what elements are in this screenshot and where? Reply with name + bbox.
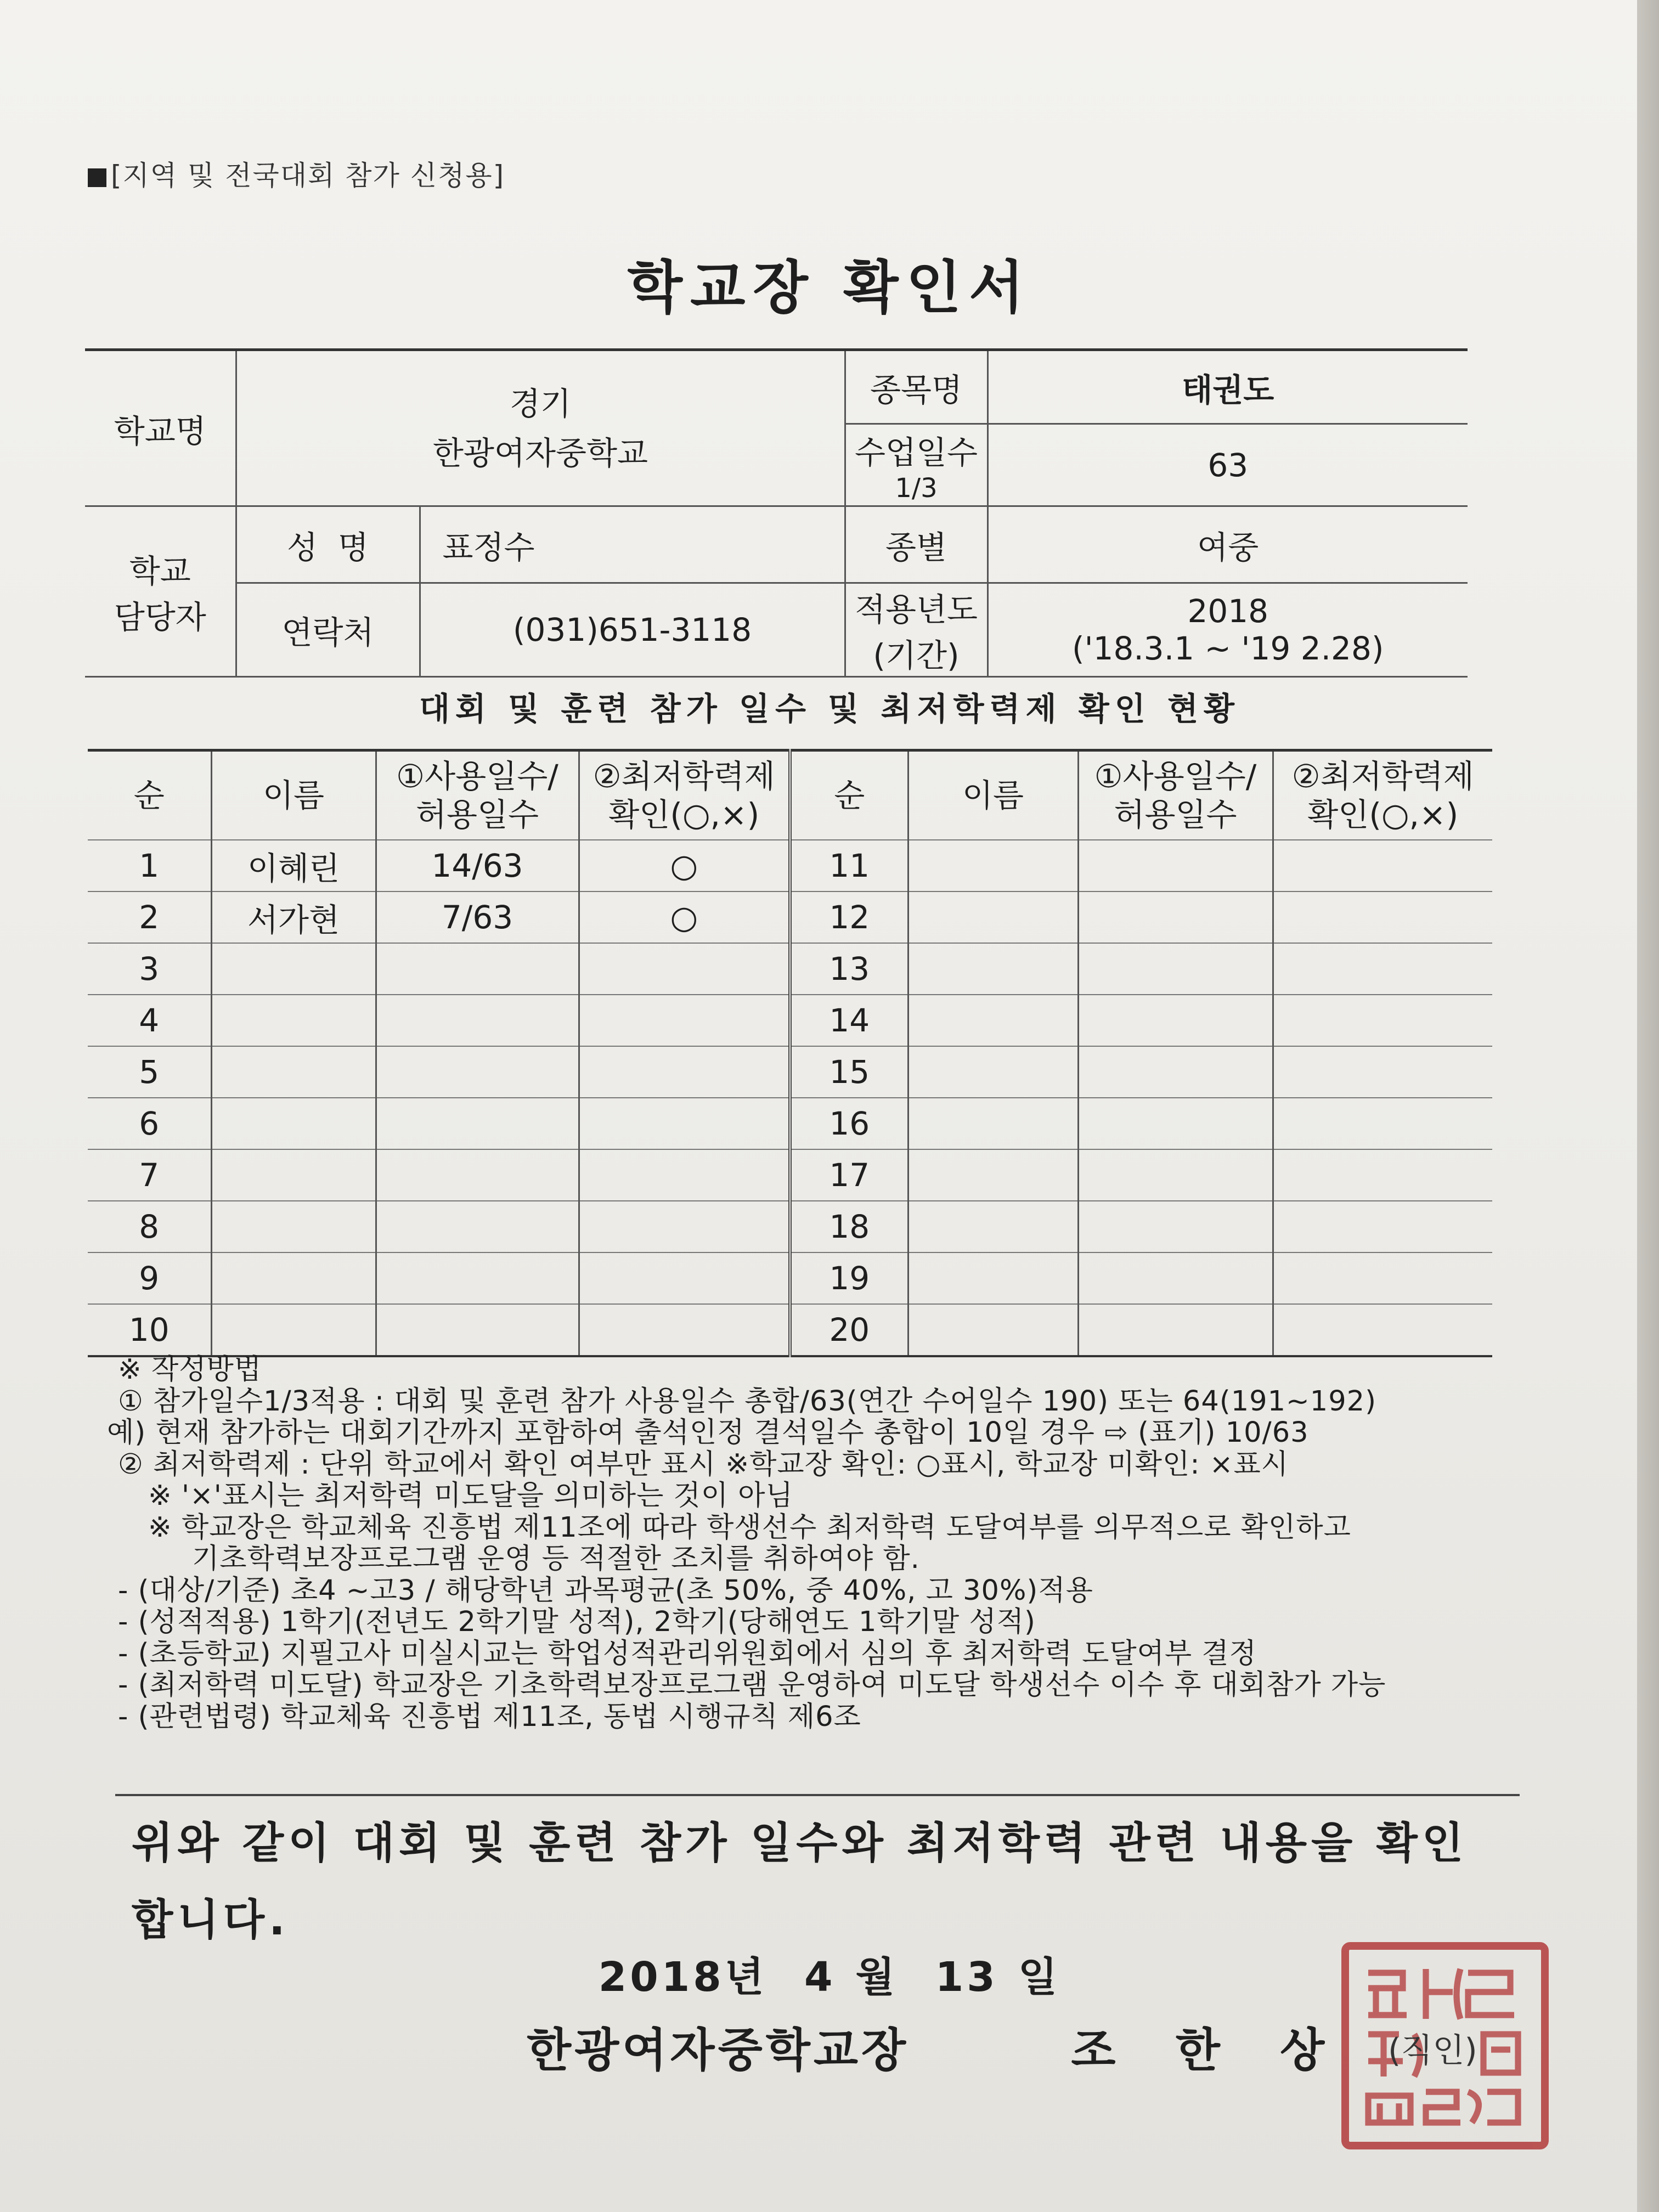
row-days-right — [1078, 1149, 1273, 1201]
table-row — [88, 943, 1492, 995]
principal-title: 한광여자중학교장 — [527, 2023, 910, 2077]
table-row — [88, 1201, 1492, 1252]
row-no-right: 12 — [790, 891, 908, 943]
row-check — [579, 943, 790, 995]
writing-instructions — [107, 1353, 1500, 1733]
date-month-unit: 월 — [855, 1954, 898, 2001]
note-line: - (성적적용) 1학기(전년도 2학기말 성적), 2학기(당해연도 1학기말 성적) — [118, 1606, 1036, 1638]
contact-label — [85, 506, 236, 677]
row-no-right: 16 — [790, 1098, 908, 1149]
note-line: ① 참가일수1/3적용 : 대회 및 훈련 참가 사용일수 총합/63(연간 수어일수 190) 또는 64(191~192) — [118, 1385, 1377, 1418]
row-check: ○ — [579, 891, 790, 943]
note-line: ※ '×'표시는 최저학력 미도달을 의미하는 것이 아님 — [148, 1480, 793, 1512]
table-row — [88, 1252, 1492, 1304]
form-tag-text: [지역 및 전국대회 참가 신청용] — [111, 160, 505, 191]
row-days-right — [1078, 1304, 1273, 1356]
row-no-right: 11 — [790, 840, 908, 891]
row-check-right — [1273, 1149, 1492, 1201]
row-check-right — [1273, 1201, 1492, 1252]
row-name-right — [908, 943, 1078, 995]
division-value: 여중 — [988, 506, 1468, 583]
row-days-right — [1078, 840, 1273, 891]
row-name-right — [908, 1149, 1078, 1201]
row-check: ○ — [579, 840, 790, 891]
header-name: 이름 — [211, 751, 376, 840]
table-row — [88, 1149, 1492, 1201]
date-day: 13 — [935, 1954, 998, 2001]
row-name-right — [908, 1098, 1078, 1149]
row-check-right — [1273, 891, 1492, 943]
header-no: 순 — [88, 751, 211, 840]
row-name — [211, 943, 376, 995]
row-days — [376, 1304, 579, 1356]
row-name-right — [908, 1252, 1078, 1304]
year-label-1: 적용년도 — [854, 591, 978, 628]
class-days-label-2: 1/3 — [895, 472, 938, 504]
note-line: ② 최저학력제 : 단위 학교에서 확인 여부만 표시 ※학교장 확인: ○표시, 학교장 미확인: ×표시 — [118, 1448, 1289, 1481]
form-tag — [88, 154, 505, 193]
year-value-1: 2018 — [1187, 592, 1269, 630]
info-table — [85, 348, 1468, 678]
row-check-right — [1273, 840, 1492, 891]
note-line: - (최저학력 미도달) 학교장은 기초학력보장프로그램 운영하여 미도달 학생선수 이수 후 대회참가 가능 — [118, 1669, 1386, 1701]
table-row — [88, 891, 1492, 943]
row-check — [579, 1252, 790, 1304]
header-days-right-2: 허용일수 — [1114, 796, 1237, 833]
row-check-right — [1273, 1252, 1492, 1304]
header-check-right — [1273, 751, 1492, 840]
page-edge — [1637, 0, 1659, 2212]
row-name-right — [908, 1304, 1078, 1356]
class-days-label-1: 수업일수 — [854, 433, 978, 471]
contact-label-2: 담당자 — [114, 599, 206, 636]
row-name-right — [908, 1201, 1078, 1252]
table-row — [88, 1098, 1492, 1149]
header-check — [579, 751, 790, 840]
row-name — [211, 1304, 376, 1356]
date-month: 4 — [804, 1954, 836, 2001]
row-name-right — [908, 840, 1078, 891]
row-days: 14/63 — [376, 840, 579, 891]
row-days-right — [1078, 1252, 1273, 1304]
note-line: - (대상/기준) 초4 ~고3 / 해당학년 과목평균(초 50%, 중 40%, 고 30%)적용 — [118, 1574, 1093, 1607]
row-name-right — [908, 891, 1078, 943]
name-label: 성 명 — [236, 506, 420, 583]
square-icon — [88, 168, 106, 187]
row-check — [579, 1304, 790, 1356]
row-name-right — [908, 1046, 1078, 1098]
row-days-right — [1078, 1098, 1273, 1149]
phone-label: 연락처 — [236, 583, 420, 677]
header-name-right: 이름 — [908, 751, 1078, 840]
note-line: 예) 현재 참가하는 대회기간까지 포함하여 출석인정 결석일수 총합이 10일 경우 ⇨ (표기) 10/63 — [107, 1417, 1309, 1449]
note-line: - (관련법령) 학교체육 진흥법 제11조, 동법 시행규칙 제6조 — [118, 1700, 861, 1733]
header-check-right-1: ②최저학력제 — [1291, 758, 1474, 795]
row-days — [376, 943, 579, 995]
header-days-2: 허용일수 — [415, 796, 539, 833]
header-days — [376, 751, 579, 840]
table-row — [88, 840, 1492, 891]
table-row — [88, 1304, 1492, 1356]
signature-line — [527, 2013, 1346, 2080]
row-no: 2 — [88, 891, 211, 943]
school-name — [236, 350, 845, 506]
row-name — [211, 1149, 376, 1201]
row-days — [376, 995, 579, 1046]
list-subheading: 대회 및 훈련 참가 일수 및 최저학력제 확인 현황 — [419, 690, 1240, 727]
header-no-right: 순 — [790, 751, 908, 840]
row-days — [376, 1098, 579, 1149]
row-name — [211, 995, 376, 1046]
school-name-line1: 경기 — [509, 385, 572, 422]
row-no: 1 — [88, 840, 211, 891]
row-no: 7 — [88, 1149, 211, 1201]
row-days-right — [1078, 891, 1273, 943]
note-line: 기초학력보장프로그램 운영 등 적절한 조치를 취하여야 함. — [192, 1543, 920, 1575]
row-days-right — [1078, 1201, 1273, 1252]
row-name — [211, 1098, 376, 1149]
row-days — [376, 1149, 579, 1201]
row-no-right: 13 — [790, 943, 908, 995]
note-line: ※ 학교장은 학교체육 진흥법 제11조에 따라 학생선수 최저학력 도달여부를 의무적으로 확인하고 — [148, 1511, 1351, 1544]
row-check-right — [1273, 995, 1492, 1046]
row-no-right: 15 — [790, 1046, 908, 1098]
row-no-right: 19 — [790, 1252, 908, 1304]
row-check-right — [1273, 1046, 1492, 1098]
row-no: 5 — [88, 1046, 211, 1098]
school-label: 학교명 — [85, 350, 236, 506]
note-line: ※ 작성방법 — [118, 1353, 262, 1386]
contact-label-1: 학교 — [129, 552, 191, 590]
row-days-right — [1078, 1046, 1273, 1098]
row-check-right — [1273, 1304, 1492, 1356]
year-label — [845, 583, 988, 677]
year-label-2: (기간) — [873, 637, 960, 674]
header-check-2: 확인(○,×) — [608, 796, 760, 833]
date-year: 2018년 — [598, 1954, 768, 2001]
row-no: 3 — [88, 943, 211, 995]
row-no-right: 14 — [790, 995, 908, 1046]
class-days-label — [845, 424, 988, 506]
event-value: 태권도 — [988, 350, 1468, 424]
header-days-right — [1078, 751, 1273, 840]
row-name — [211, 1046, 376, 1098]
row-check-right — [1273, 1098, 1492, 1149]
row-name — [211, 1201, 376, 1252]
event-label: 종목명 — [845, 350, 988, 424]
row-name: 이혜린 — [211, 840, 376, 891]
header-days-1: ①사용일수/ — [396, 758, 558, 795]
note-line: - (초등학교) 지필고사 미실시교는 학업성적관리위원회에서 심의 후 최저학력 도달여부 결정 — [118, 1637, 1257, 1670]
header-check-right-2: 확인(○,×) — [1307, 796, 1459, 833]
row-days — [376, 1252, 579, 1304]
row-no-right: 17 — [790, 1149, 908, 1201]
row-no-right: 20 — [790, 1304, 908, 1356]
row-no: 10 — [88, 1304, 211, 1356]
row-no: 6 — [88, 1098, 211, 1149]
row-no: 9 — [88, 1252, 211, 1304]
name-value: 표정수 — [420, 506, 845, 583]
table-row — [88, 995, 1492, 1046]
year-value — [988, 583, 1468, 677]
row-check — [579, 1149, 790, 1201]
row-days-right — [1078, 943, 1273, 995]
row-days-right — [1078, 995, 1273, 1046]
year-value-2: ('18.3.1 ~ '19 2.28) — [1072, 630, 1384, 667]
confirmation-statement: 위와 같이 대회 및 훈련 참가 일수와 최저학력 관련 내용을 확인합니다. — [132, 1819, 1468, 1945]
row-no: 8 — [88, 1201, 211, 1252]
division-label: 종별 — [845, 506, 988, 583]
header-days-right-1: ①사용일수/ — [1094, 758, 1257, 795]
divider — [115, 1794, 1520, 1796]
school-name-line2: 한광여자중학교 — [432, 434, 648, 472]
row-check-right — [1273, 943, 1492, 995]
table-row — [88, 1046, 1492, 1098]
class-days-value: 63 — [988, 424, 1468, 506]
row-name: 서가현 — [211, 891, 376, 943]
row-check — [579, 995, 790, 1046]
date-day-unit: 일 — [1018, 1954, 1061, 2001]
row-days — [376, 1201, 579, 1252]
document-title: 학교장 확인서 — [627, 254, 1032, 321]
header-check-1: ②최저학력제 — [592, 758, 775, 795]
row-days — [376, 1046, 579, 1098]
principal-name: 조 한 상 — [1071, 2023, 1347, 2077]
participant-table — [88, 749, 1492, 1357]
row-no-right: 18 — [790, 1201, 908, 1252]
phone-value: (031)651-3118 — [420, 583, 845, 677]
row-no: 4 — [88, 995, 211, 1046]
row-check — [579, 1098, 790, 1149]
seal-note: (직인) — [1388, 2032, 1477, 2070]
row-check — [579, 1201, 790, 1252]
row-name-right — [908, 995, 1078, 1046]
row-name — [211, 1252, 376, 1304]
row-days: 7/63 — [376, 891, 579, 943]
row-check — [579, 1046, 790, 1098]
